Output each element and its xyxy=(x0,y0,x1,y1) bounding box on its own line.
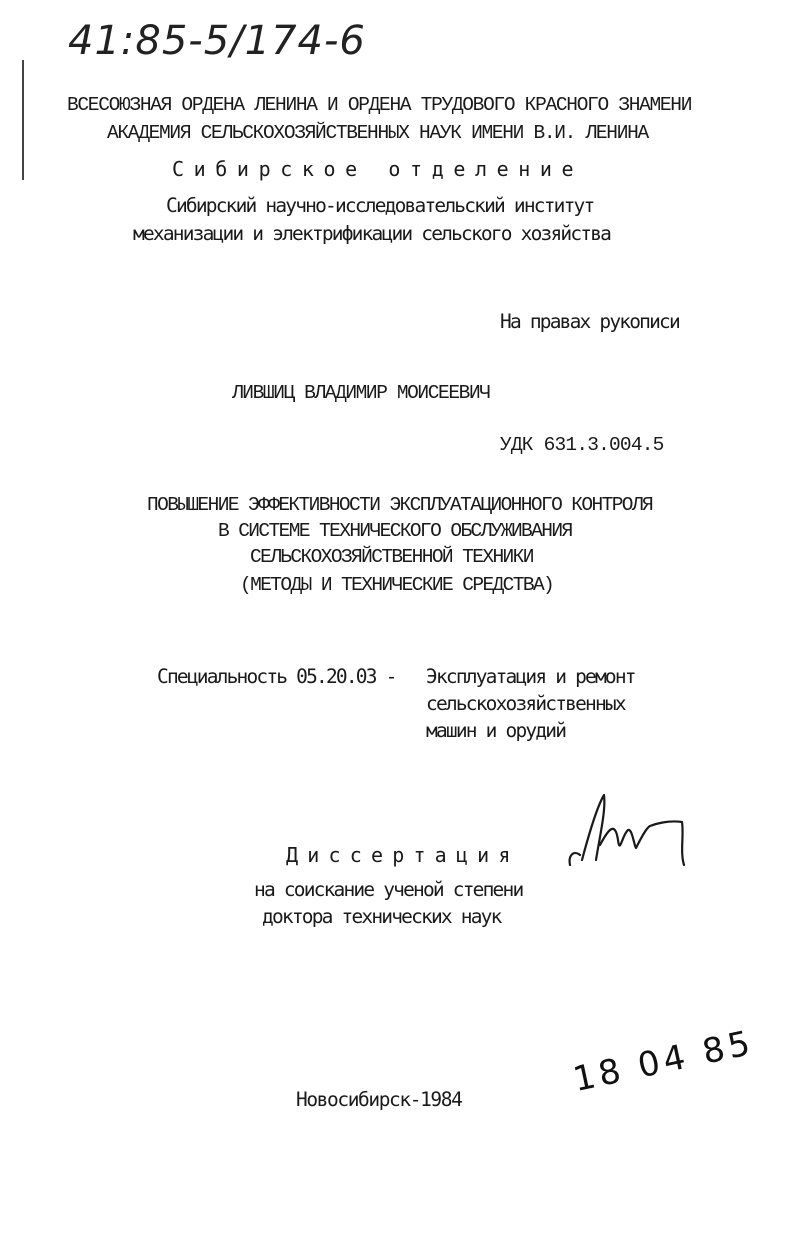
dissertation-word: Диссертация xyxy=(286,843,520,867)
title-line-3: СЕЛЬСКОХОЗЯЙСТВЕННОЙ ТЕХНИКИ xyxy=(250,546,533,568)
dissertation-line-2: доктора технических наук xyxy=(262,905,501,928)
institute-line-2: механизации и электрификации сельского хозяйства xyxy=(133,222,611,245)
division-title: Сибирское отделение xyxy=(172,157,584,181)
institute-line-1: Сибирский научно-исследовательский институт xyxy=(166,194,594,217)
header-line-2: АКАДЕМИЯ СЕЛЬСКОХОЗЯЙСТВЕННЫХ НАУК ИМЕНИ В.И. ЛЕНИНА xyxy=(107,122,648,144)
place-year: Новосибирск-1984 xyxy=(296,1088,462,1111)
specialty-line-3: машин и орудий xyxy=(426,719,566,742)
author-name: ЛИВШИЦ ВЛАДИМИР МОИСЕЕВИЧ xyxy=(232,382,490,404)
rights-note: На правах рукописи xyxy=(500,310,679,333)
title-line-1: ПОВЫШЕНИЕ ЭФФЕКТИВНОСТИ ЭКСПЛУАТАЦИОННОГО КОНТРОЛЯ xyxy=(147,494,653,516)
stamp-date: 18 04 85 xyxy=(569,1022,758,1100)
specialty-label: Специальность 05.20.03 - xyxy=(157,665,396,688)
header-line-1: ВСЕСОЮЗНАЯ ОРДЕНА ЛЕНИНА И ОРДЕНА ТРУДОВОГО КРАСНОГО ЗНАМЕНИ xyxy=(67,94,692,116)
specialty-line-1: Эксплуатация и ремонт xyxy=(426,665,635,688)
title-line-4: (МЕТОДЫ И ТЕХНИЧЕСКИЕ СРЕДСТВА) xyxy=(240,574,554,596)
title-line-2: В СИСТЕМЕ ТЕХНИЧЕСКОГО ОБСЛУЖИВАНИЯ xyxy=(218,520,572,542)
margin-line xyxy=(22,60,24,180)
udk-code: УДК 631.3.004.5 xyxy=(500,434,664,456)
archive-number: 41:85-5/174-6 xyxy=(68,18,366,64)
specialty-line-2: сельскохозяйственных xyxy=(426,692,625,715)
signature xyxy=(560,790,690,870)
dissertation-line-1: на соискание ученой степени xyxy=(254,878,523,901)
